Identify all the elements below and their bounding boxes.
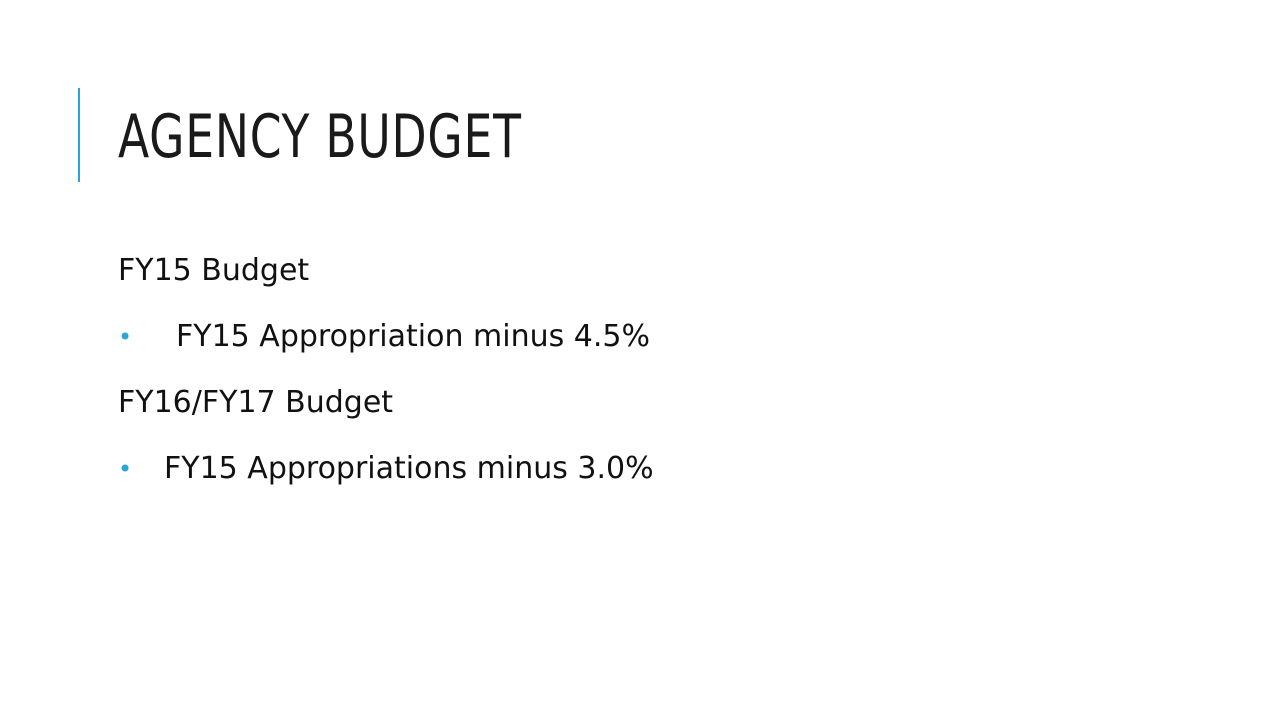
title-accent-bar <box>78 88 80 182</box>
bullet-text: FY15 Appropriation minus 4.5% <box>176 319 650 354</box>
bullet-dot-icon: • <box>118 455 133 483</box>
content-line-fy15-budget <box>118 246 1118 312</box>
content-line-fy16-fy17-budget <box>118 378 1118 444</box>
bullet-text: FY15 Appropriations minus 3.0% <box>164 451 654 486</box>
content-line-fy15-appropriations <box>118 444 1118 510</box>
content-line-fy15-appropriation <box>118 312 1118 378</box>
section-heading: FY15 Budget <box>118 253 310 288</box>
slide-content <box>118 246 1118 510</box>
bullet-dot-icon: • <box>118 323 133 351</box>
section-heading: FY16/FY17 Budget <box>118 385 394 420</box>
slide-title: AGENCY BUDGET <box>118 102 522 172</box>
